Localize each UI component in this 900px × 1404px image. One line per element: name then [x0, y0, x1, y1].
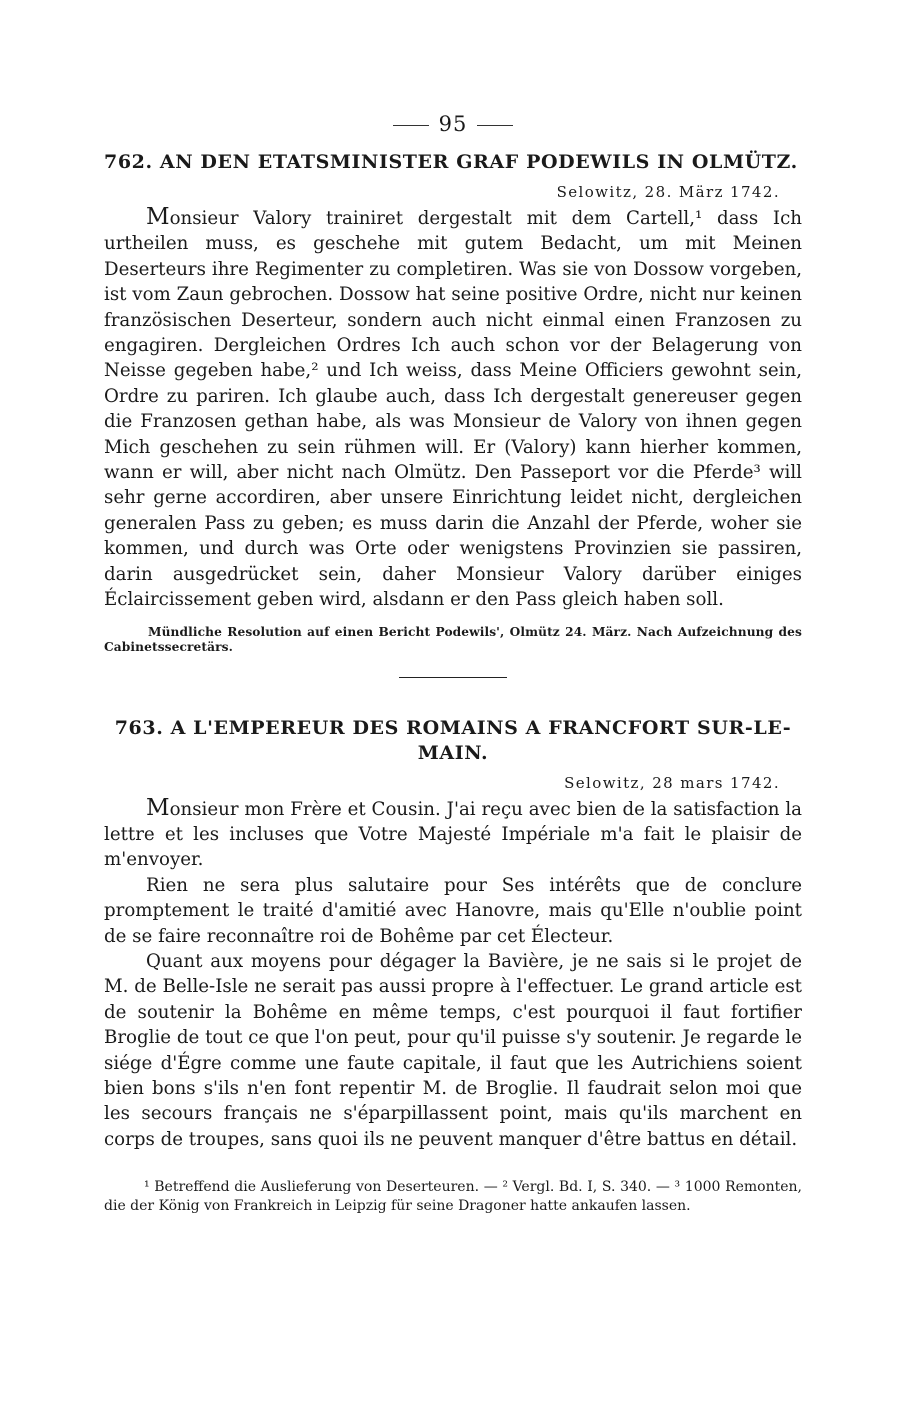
letter-763-paragraph-3: Quant aux moyens pour dégager la Bavière, je ne sais si le projet de M. de Belle-Isle ne serait pas aussi propre à l'effectuer. Le grand article est de soutenir la Bohême en même temps, c'est pourquoi il faut fortifier Broglie de tout ce que l'on peut, pour qu'il puisse s'y soutenir. Je regarde le siége d'Égre comme une faute capitale, il faut que les Autrichiens soient bien bons s'ils n'en font repentir M. de Broglie. Il faudrait selon moi que les secours français ne s'éparpillassent point, mais qu'ils marchent en corps de troupes, sans quoi ils ne peuvent manquer d'être battus en détail.: [104, 950, 802, 1150]
letter-763-text-1: onsieur mon Frère et Cousin. J'ai reçu avec bien de la satisfaction la lettre et les incluses que Votre Majesté Impériale m'a fait le plaisir de m'envoyer.: [104, 798, 802, 871]
letter-763-paragraph-2: Rien ne sera plus salutaire pour Ses intérêts que de conclure promptement le traité d'amitié avec Hanovre, mais qu'Elle n'oublie point de se faire reconnaître roi de Bohême par cet Électeur.: [104, 874, 802, 947]
letter-762: [104, 150, 802, 655]
letter-763: [104, 716, 802, 1153]
dash-left: [393, 125, 429, 126]
letter-763-dateline: Selowitz, 28 mars 1742.: [564, 773, 780, 792]
page-number-line: [104, 112, 802, 136]
letter-762-paragraph: [104, 205, 802, 613]
dash-right: [477, 125, 513, 126]
letter-762-dateline: Selowitz, 28. März 1742.: [556, 183, 780, 201]
letter-762-heading: 762. AN DEN ETATSMINISTER GRAF PODEWILS IN OLMÜTZ.: [104, 151, 798, 173]
letter-762-source-note: Mündliche Resolution auf einen Bericht Podewils', Olmütz 24. März. Nach Aufzeichnung des Cabinetssecretärs.: [104, 624, 802, 654]
footnotes: ¹ Betreffend die Auslieferung von Deserteuren. — ² Vergl. Bd. I, S. 340. — ³ 1000 Remonten, die der König von Frankreich in Leipzig für seine Dragoner hatte ankaufen lassen.: [104, 1179, 802, 1215]
section-separator: [399, 677, 507, 678]
letter-762-initial: M: [146, 204, 170, 230]
letter-763-heading: 763. A L'EMPEREUR DES ROMAINS A FRANCFORT SUR-LE-MAIN.: [114, 716, 792, 764]
document-page: [104, 112, 802, 1216]
letter-763-initial: M: [146, 794, 170, 821]
letter-763-paragraph-1: [104, 796, 802, 873]
letter-762-text: onsieur Valory trainiret dergestalt mit dem Cartell,¹ dass Ich urtheilen muss, es geschehe mit gutem Bedacht, um mit Meinen Deserteurs ihre Regimenter zu completiren. Was sie von Dossow vorgeben, ist vom Zaun gebrochen. Dossow hat seine positive Ordre, nicht nur keinen französischen Deserteur, sondern auch nicht einmal einen Franzosen zu engagiren. Dergleichen Ordres Ich auch schon vor der Belagerung von Neisse gegeben habe,² und Ich weiss, dass Meine Officiers gewohnt sein, Ordre zu pariren. Ich glaube auch, dass Ich dergestalt genereuser gegen die Franzosen gethan habe, als was Monsieur de Valory von ihnen gegen Mich geschehen zu sein rühmen will. Er (Valory) kann hierher kommen, wann er will, aber nicht nach Olmütz. Den Passeport vor die Pferde³ will sehr gerne accordiren, aber unsere Einrichtung leidet nicht, dergleichen generalen Pass zu geben; es muss darin die Anzahl der Pferde, woher sie kommen, und durch was Orte oder wenigstens Provinzien sie passiren, darin ausgedrücket sein, daher Monsieur Valory darüber einiges Éclaircissement geben wird, alsdann er den Pass gleich haben soll.: [104, 208, 802, 611]
page-number: 95: [438, 112, 468, 136]
